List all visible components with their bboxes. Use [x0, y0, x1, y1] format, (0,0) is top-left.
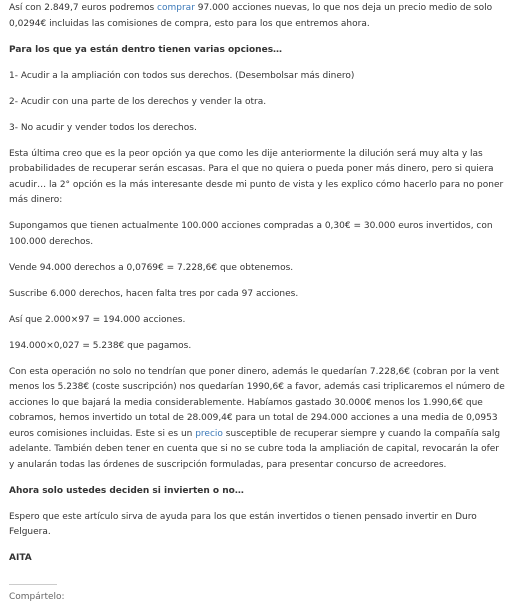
footer-divider	[9, 584, 57, 585]
paragraph-option-2: 2- Acudir con una parte de los derechos y vender la otra.	[9, 96, 267, 107]
share-label: Compártelo:	[9, 592, 65, 602]
paragraph-analysis: Esta última creo que es la peor opción ya que como les dije anteriormente la dilución será muy alta y las probabilidades de recuperar serán escasas. Para el que no quiera o pueda poner más dinero, pero si quiera acudir… la 2° opción es la más interesante desde mi punto de vista y les explico cómo hacerlo para no poner más dinero:	[9, 148, 504, 205]
paragraph-decision: Ahora solo ustedes deciden si invierten o no…	[9, 485, 244, 496]
paragraph-option-3: 3- No acudir y vender todos los derechos.	[9, 122, 197, 133]
paragraph-payment-calc: 194.000×0,027 = 5.238€ que pagamos.	[9, 340, 192, 351]
author-signature: AITA	[9, 553, 32, 563]
paragraph-purchase: Así con 2.849,7 euros podremos comprar 97.000 acciones nuevas, lo que nos deja un precio medio de solo 0,0294€ incluidas las comisiones de compra, esto para los que entremos ahora.	[9, 3, 493, 29]
paragraph-shares-calc: Así que 2.000×97 = 194.000 acciones.	[9, 314, 186, 325]
paragraph-sell-rights: Vende 94.000 derechos a 0,0769€ = 7.228,6€ que obtenemos.	[9, 262, 294, 273]
paragraph-conclusion: Con esta operación no solo no tendrían que poner dinero, además le quedarían 7.228,6€ (cobran por la vent menos los 5.238€ (coste suscripción) nos quedarían 1990,6€ a favor, además casi triplicaremos el número de acciones lo que bajará la media considerablemente. Habíamos gastado 30.000€ menos los 1.990,6€ que cobramos, hemos invertido un total de 28.009,4€ para un total de 294.000 acciones a una media de 0,0953 euros comisiones incluidas. Este si es un precio susceptible de recuperar siempre y cuando la compañía salg adelante. También deben tener en cuenta que si no se cubre toda la ampliación de capital, revocarán la ofer y anularán todas las órdenes de suscripción formuladas, para presentar concurso de acreedores.	[9, 366, 505, 470]
link-comprar[interactable]: comprar	[157, 3, 195, 13]
article-body	[9, 0, 513, 577]
paragraph-option-1: 1- Acudir a la ampliación con todos sus derechos. (Desembolsar más dinero)	[9, 70, 355, 81]
paragraph-closing: Espero que este artículo sirva de ayuda para los que están invertidos o tienen pensado invertir en Duro Felguera.	[9, 511, 477, 537]
paragraph-subscribe: Suscribe 6.000 derechos, hacen falta tres por cada 97 acciones.	[9, 288, 299, 299]
paragraph-example: Supongamos que tienen actualmente 100.000 acciones compradas a 0,30€ = 30.000 euros invertidos, con 100.000 derechos.	[9, 221, 493, 247]
paragraph-options-heading: Para los que ya están dentro tienen varias opciones…	[9, 44, 283, 55]
link-precio[interactable]: precio	[195, 428, 223, 439]
